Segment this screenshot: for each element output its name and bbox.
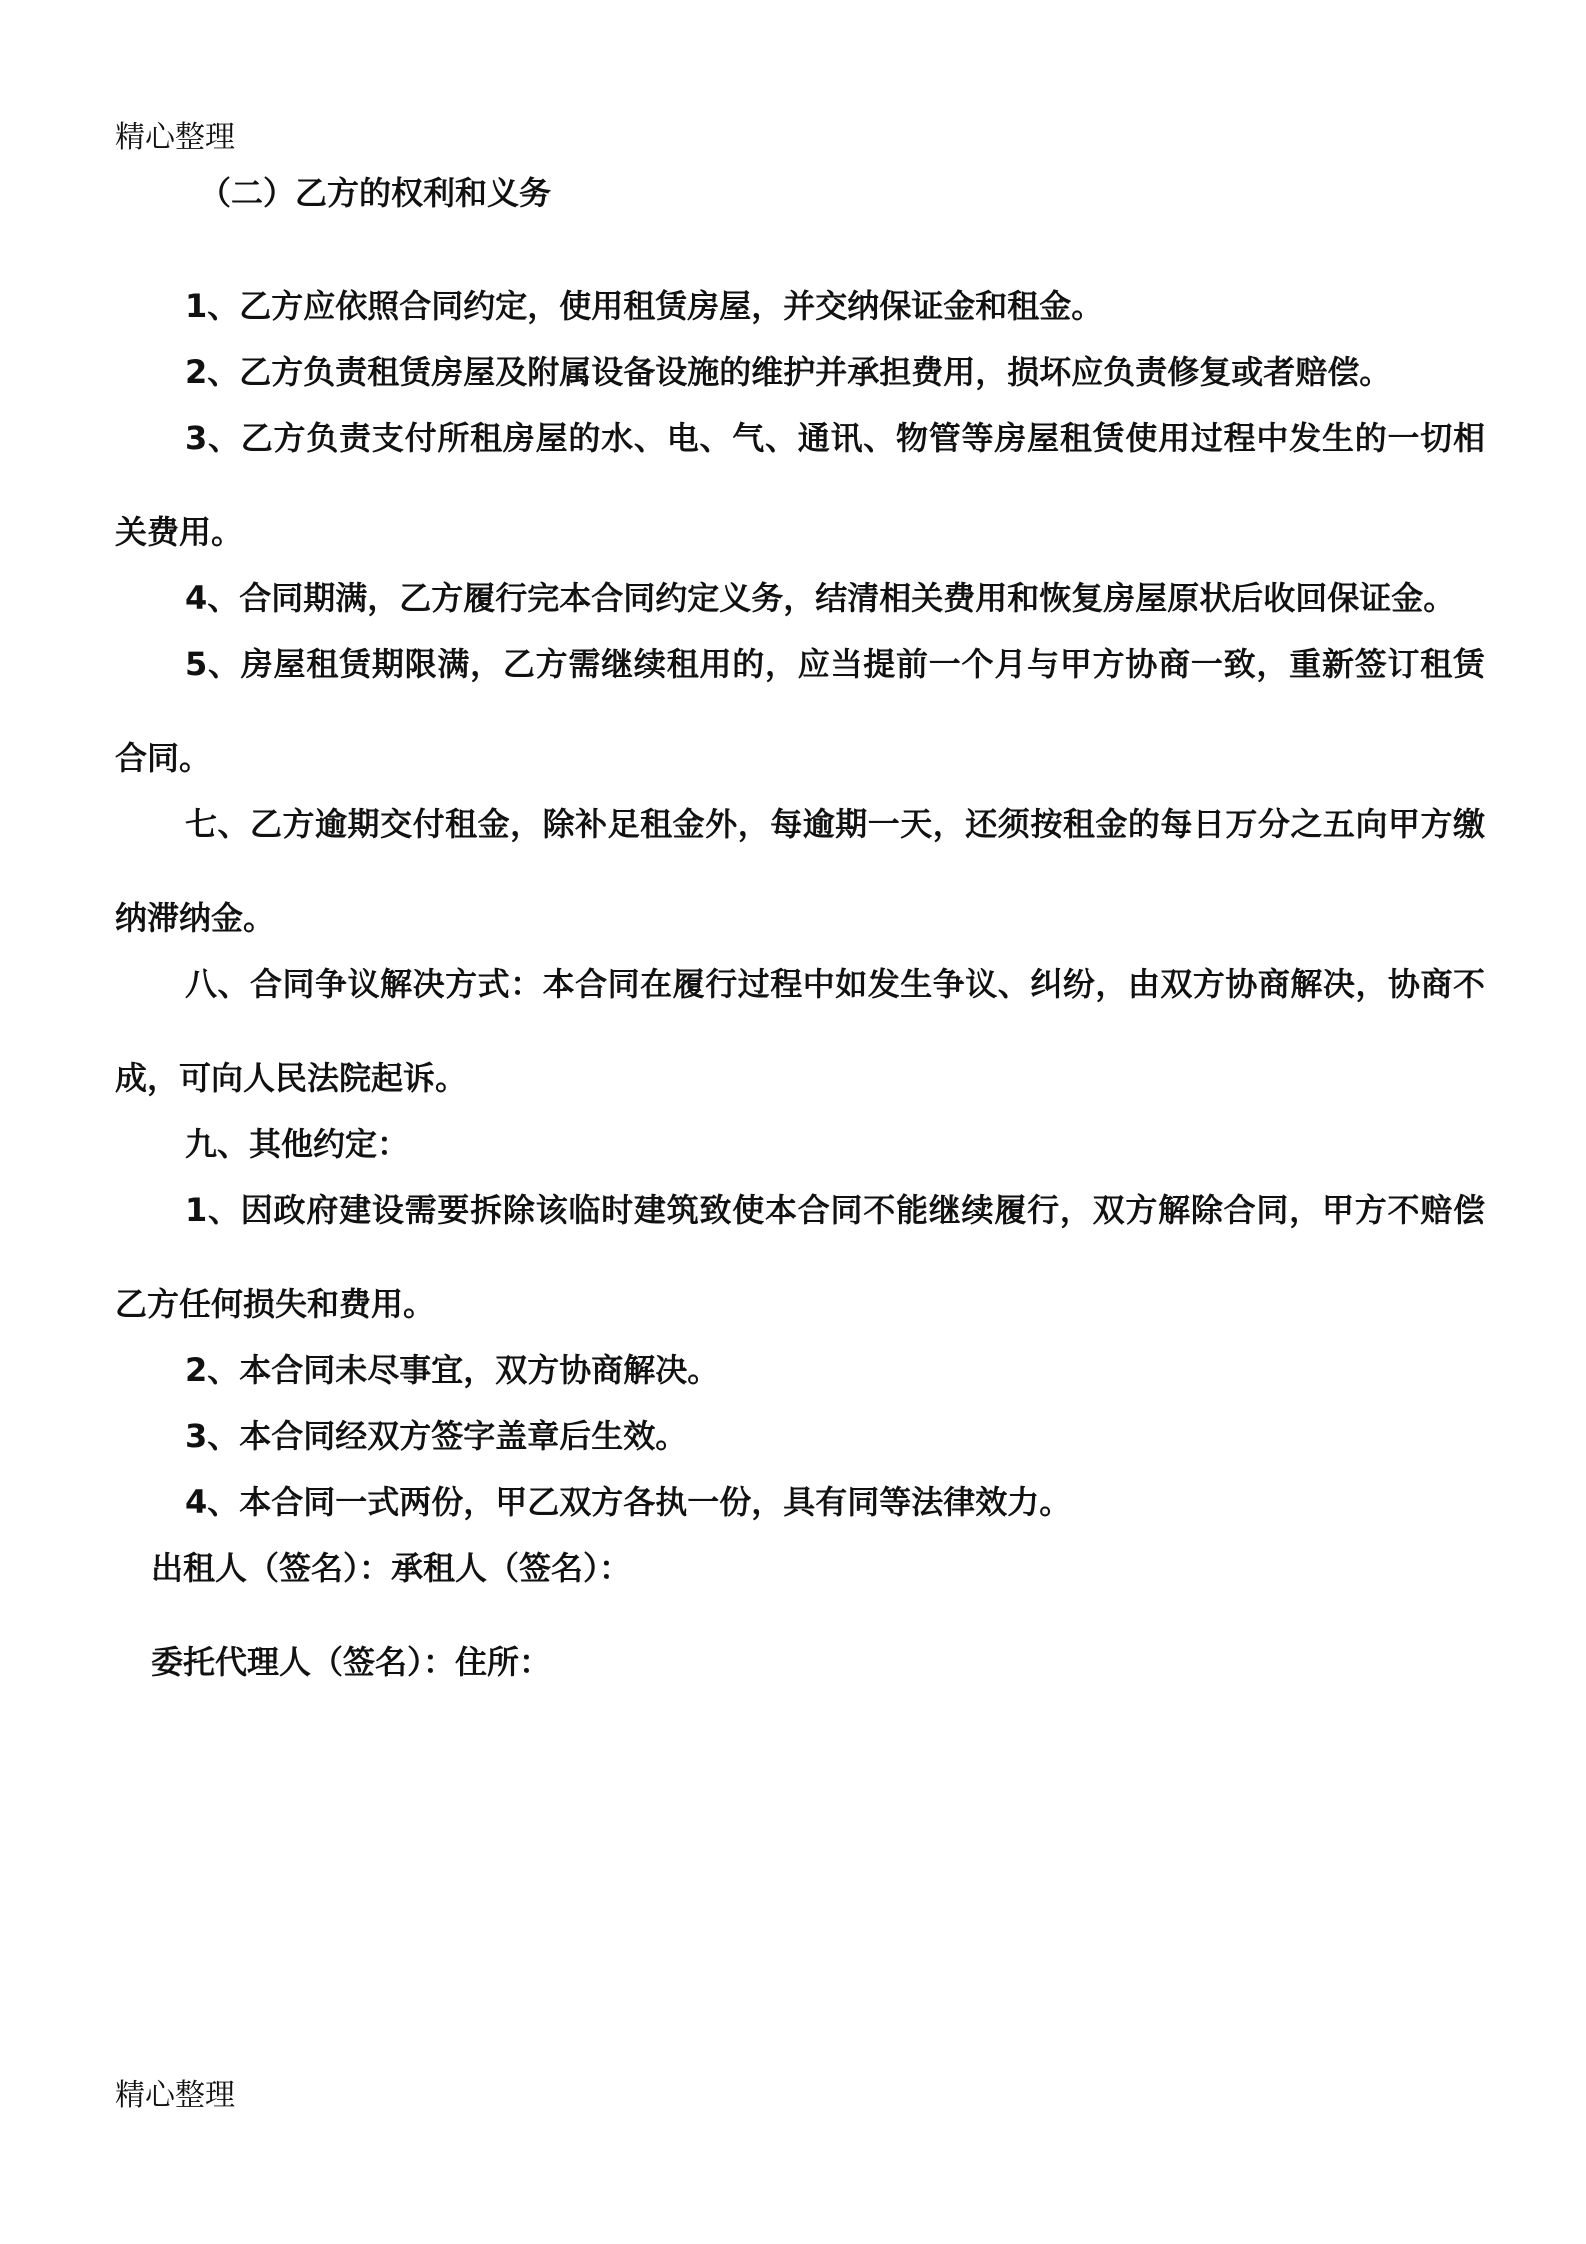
paragraph-1: 1、乙方应依照合同约定，使用租赁房屋，并交纳保证金和租金。: [185, 287, 1104, 325]
signature-lessor-lessee: 出租人（签名）：承租人（签名）：: [151, 1549, 632, 1587]
paragraph-9-2: 2、本合同未尽事宜，双方协商解决。: [185, 1351, 720, 1389]
paragraph-9-1: 1、因政府建设需要拆除该临时建筑致使本合同不能继续履行，双方解除合同，甲方不赔偿乙方任何损失和费用。: [115, 1191, 1485, 1323]
document-body: [115, 165, 1485, 1709]
paragraph-5: 5、房屋租赁期限满，乙方需继续租用的，应当提前一个月与甲方协商一致，重新签订租赁合同。: [115, 645, 1485, 777]
section-heading: （二）乙方的权利和义务: [199, 174, 552, 212]
paragraph-9: 九、其他约定：: [185, 1125, 410, 1163]
page-header: 精心整理: [115, 120, 235, 155]
paragraph-7: 七、乙方逾期交付租金，除补足租金外，每逾期一天，还须按租金的每日万分之五向甲方缴纳滞纳金。: [115, 805, 1485, 937]
paragraph-8: 八、合同争议解决方式：本合同在履行过程中如发生争议、纠纷，由双方协商解决，协商不成，可向人民法院起诉。: [115, 965, 1485, 1097]
signature-agent-address: 委托代理人（签名）：住所：: [151, 1643, 552, 1681]
paragraph-3: 3、乙方负责支付所租房屋的水、电、气、通讯、物管等房屋租赁使用过程中发生的一切相关费用。: [115, 419, 1485, 551]
page-footer: 精心整理: [115, 2078, 235, 2113]
paragraph-2: 2、乙方负责租赁房屋及附属设备设施的维护并承担费用，损坏应负责修复或者赔偿。: [185, 353, 1392, 391]
paragraph-4: 4、合同期满，乙方履行完本合同约定义务，结清相关费用和恢复房屋原状后收回保证金。: [185, 579, 1456, 617]
paragraph-9-4: 4、本合同一式两份，甲乙双方各执一份，具有同等法律效力。: [185, 1483, 1072, 1521]
paragraph-9-3: 3、本合同经双方签字盖章后生效。: [185, 1417, 688, 1455]
